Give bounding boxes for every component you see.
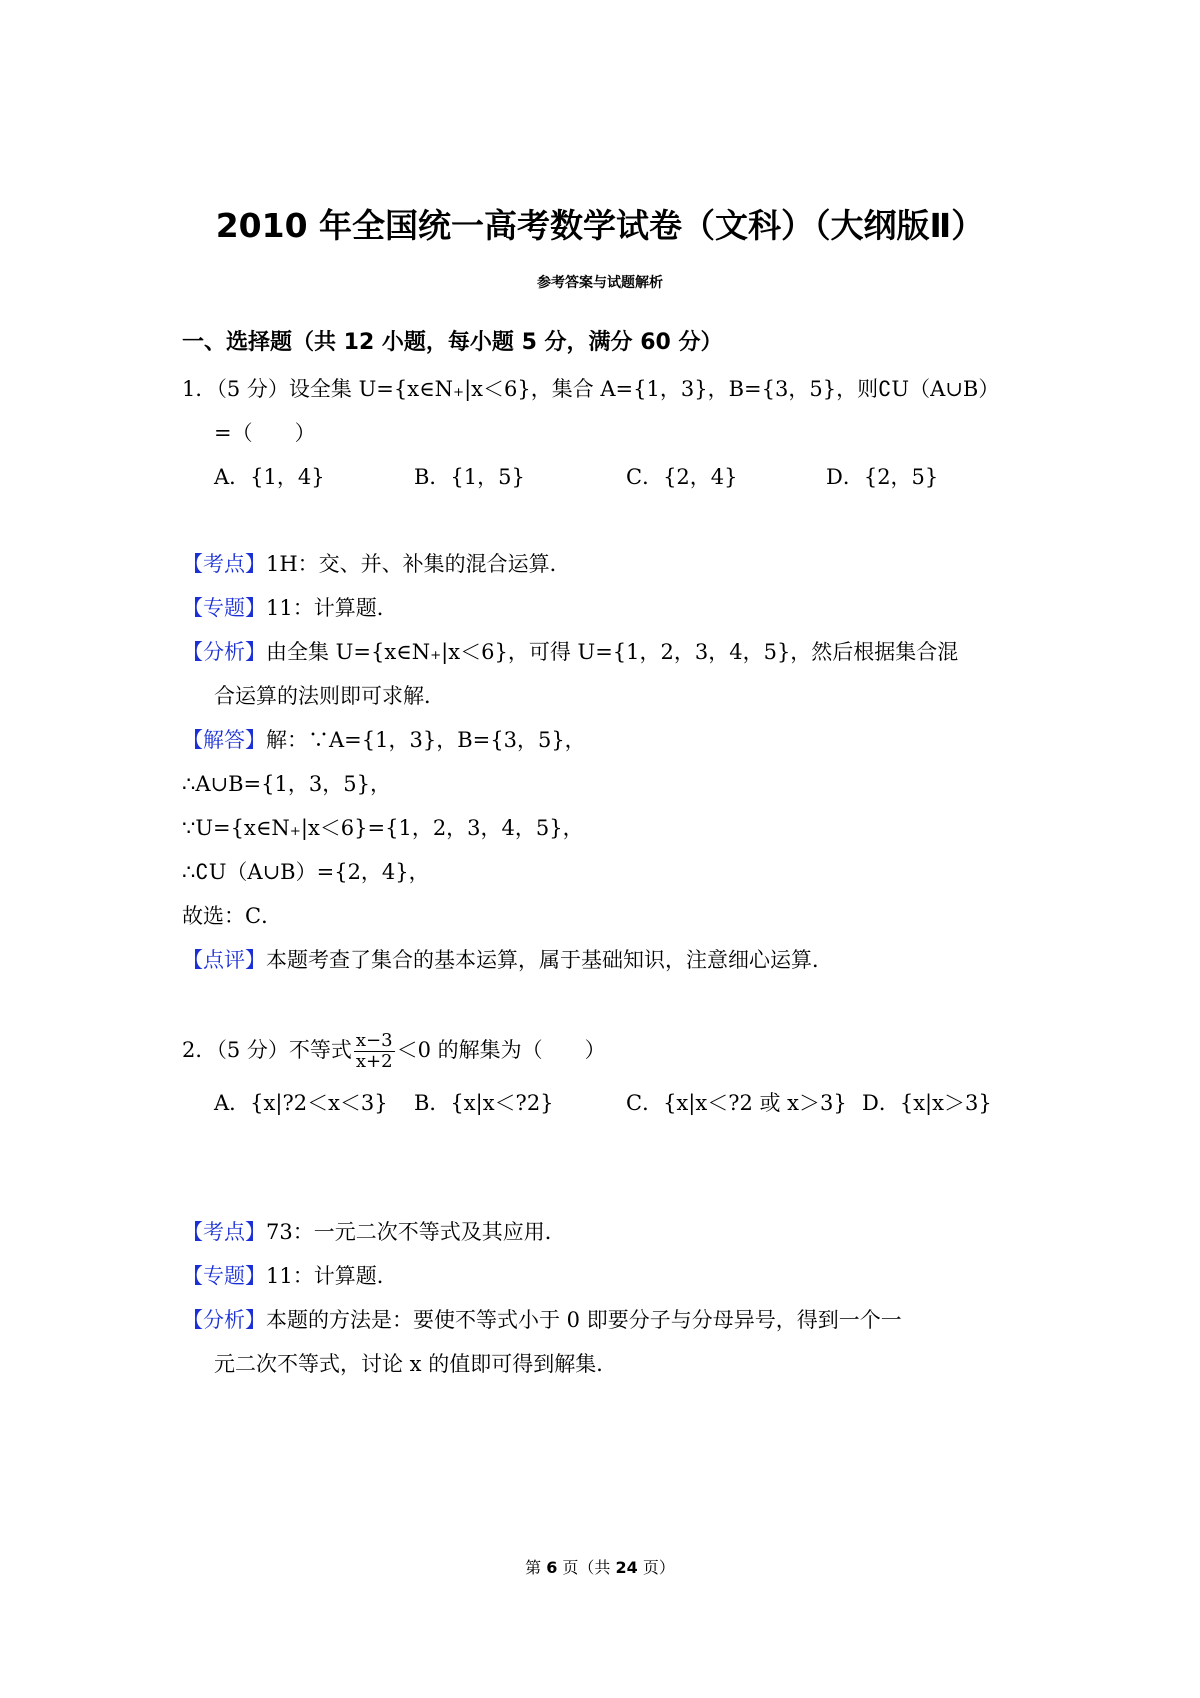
q2-option-a: A．{x|?2＜x＜3} — [214, 1091, 388, 1115]
q1-zhuanti — [182, 593, 398, 623]
q2-option-c: C．{x|x＜?2 或 x＞3} — [626, 1091, 847, 1115]
q1-step2: ∵U={x∈N₊|x＜6}={1，2，3，4，5}， — [182, 816, 584, 840]
fenxi-tag: 【分析】 — [182, 640, 266, 664]
q1-option-a: A．{1，4} — [214, 465, 325, 489]
page-subtitle: 参考答案与试题解析 — [537, 275, 663, 291]
zhuanti-text: 11：计算题． — [266, 1264, 398, 1288]
fenxi-text-line1: 由全集 U={x∈N₊|x＜6}，可得 U={1，2，3，4，5}，然后根据集合混 — [266, 640, 959, 664]
fraction-numerator: x−3 — [355, 1030, 393, 1051]
q1-stem-line1: 1．（5 分）设全集 U={x∈N₊|x＜6}，集合 A={1，3}，B={3，5}，则∁U（A∪B） — [182, 377, 1000, 401]
q1-stem-line2: =（ ） — [214, 421, 316, 445]
kaodian-tag: 【考点】 — [182, 1220, 266, 1244]
jieda-tag: 【解答】 — [182, 728, 266, 752]
q1-fenxi — [182, 637, 958, 667]
footer-middle: 页（共 — [562, 1558, 611, 1577]
q2-stem — [182, 1028, 606, 1072]
page-footer — [0, 1555, 1200, 1578]
q1-jieda — [182, 725, 586, 755]
q2-stem-suffix: ＜0 的解集为（ ） — [396, 1038, 606, 1062]
kaodian-tag: 【考点】 — [182, 552, 266, 576]
zhuanti-tag: 【专题】 — [182, 1264, 266, 1288]
kaodian-text: 73：一元二次不等式及其应用． — [266, 1220, 566, 1244]
kaodian-text: 1H：交、并、补集的混合运算． — [266, 552, 571, 576]
q2-stem-prefix: 2．（5 分）不等式 — [182, 1038, 352, 1062]
q2-option-d: D．{x|x＞3} — [862, 1091, 992, 1115]
footer-prefix: 第 — [525, 1558, 542, 1577]
q2-option-b: B．{x|x＜?2} — [414, 1091, 554, 1115]
page-title: 2010 年全国统一高考数学试卷（文科）（大纲版Ⅱ） — [215, 206, 985, 245]
footer-suffix: 页） — [642, 1558, 675, 1577]
fenxi-tag: 【分析】 — [182, 1308, 266, 1332]
q2-fenxi-line2: 元二次不等式，讨论 x 的值即可得到解集． — [214, 1352, 618, 1376]
zhuanti-text: 11：计算题． — [266, 596, 398, 620]
q1-kaodian — [182, 549, 571, 579]
q1-dianping — [182, 945, 833, 975]
q2-fenxi — [182, 1305, 902, 1335]
q2-kaodian — [182, 1217, 566, 1247]
q1-fenxi-line2: 合运算的法则即可求解． — [214, 684, 445, 708]
dianping-tag: 【点评】 — [182, 948, 266, 972]
fraction-denominator: x+2 — [355, 1051, 393, 1072]
zhuanti-tag: 【专题】 — [182, 596, 266, 620]
footer-total-pages: 24 — [615, 1558, 638, 1577]
fenxi-text-line1: 本题的方法是：要使不等式小于 0 即要分子与分母异号，得到一个一 — [266, 1308, 902, 1332]
jieda-text: 解：∵A={1，3}，B={3，5}， — [266, 728, 586, 752]
q1-answer: 故选：C． — [182, 904, 283, 928]
q1-step1: ∴A∪B={1，3，5}， — [182, 772, 391, 796]
footer-page-number: 6 — [546, 1558, 558, 1577]
q1-option-d: D．{2，5} — [826, 465, 939, 489]
q2-fraction — [354, 1031, 395, 1072]
q1-option-c: C．{2，4} — [626, 465, 738, 489]
q1-step3: ∴∁U（A∪B）={2，4}， — [182, 860, 430, 884]
section-heading: 一、选择题（共 12 小题，每小题 5 分，满分 60 分） — [182, 330, 723, 355]
q2-zhuanti — [182, 1261, 398, 1291]
q1-option-b: B．{1，5} — [414, 465, 525, 489]
dianping-text: 本题考查了集合的基本运算，属于基础知识，注意细心运算． — [266, 948, 833, 972]
